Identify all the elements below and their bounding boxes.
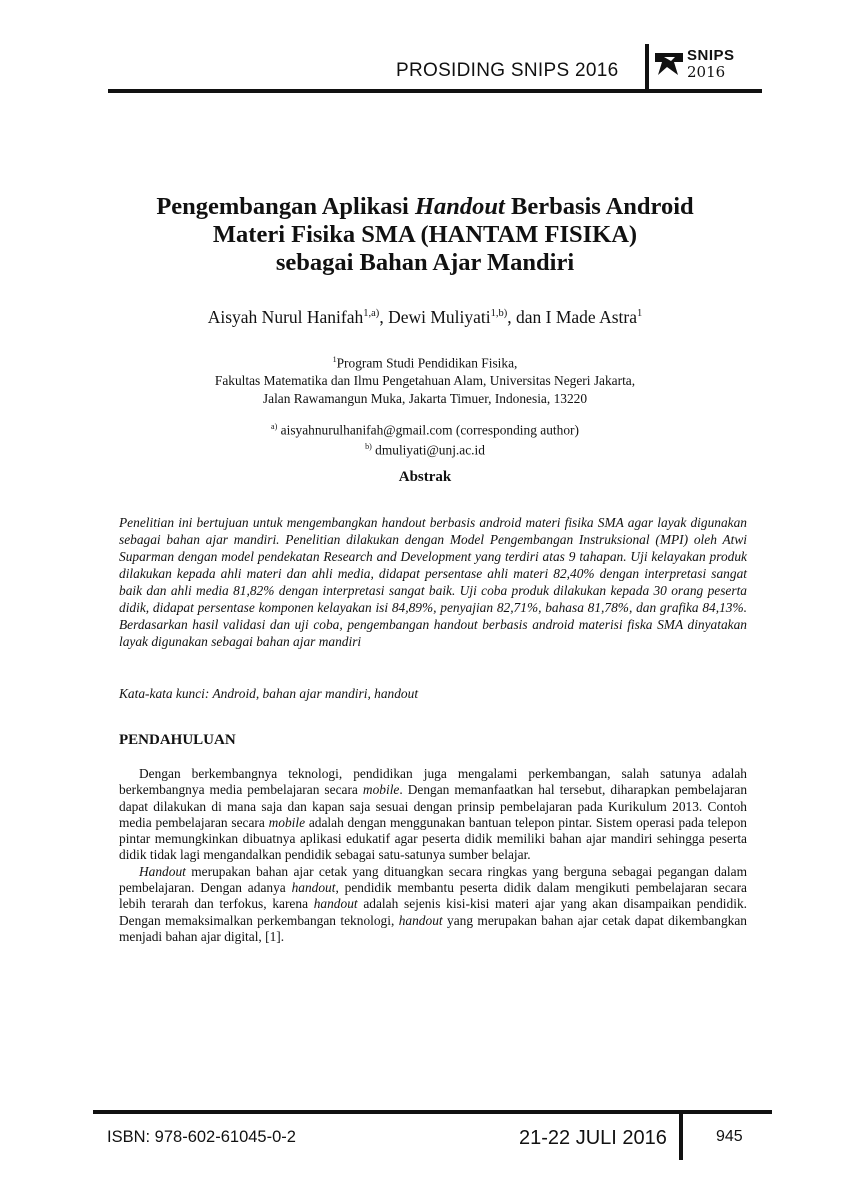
abstract-text: Penelitian ini bertujuan untuk mengembangkan handout berbasis android materi fisika SMA agar layak digunakan sebagai bahan ajar mandiri. Penelitian dilakukan dengan Model Pengembangan Instruksional (MPI) oleh Atwi Suparman dengan model pendekatan Research and Development yang terdiri atas 9 tahapan. Uji kelayakan produk dilakukan kepada ahli materi dan ahli media, didapat persentase ahli materi 82,40% dengan interpretasi sangat baik dan ahli media 81,82% dengan interpretasi sangat baik. Uji coba produk dilakukan kepada 30 orang peserta didik, didapat persentase komponen kelayakan isi 84,89%, penyajian 82,71%, bahasa 81,78%, dan grafika 84,13%. Berdasarkan hasil validasi dan uji coba, pengembangan handout berbasis android materisi fiska SMA dinyatakan layak digunakan sebagai bahan ajar mandiri: [119, 515, 747, 649]
title-italic: Handout: [415, 193, 505, 220]
author-list: Aisyah Nurul Hanifah$^{1,a)}$, Dewi Muliyati$^{1,b)}$, dan I Made Astra$^1$: [207, 307, 643, 327]
title-line-2: Materi Fisika SMA (HANTAM FISIKA): [212, 221, 638, 248]
affiliation: $^1$Program Studi Pendidikan Fisika, Fakultas Matematika dan Ilmu Pengetahuan Alam, Universitas Negeri Jakarta, Jalan Rawamangun Muka, Jakarta Timuer, Indonesia, 13220: [214, 355, 636, 407]
author-3: , dan I Made Astra: [507, 307, 638, 327]
email-secondary: dmuliyati@unj.ac.id: [375, 442, 485, 458]
author-1: Aisyah Nurul Hanifah: [207, 307, 364, 327]
page-number: 945: [716, 1128, 743, 1145]
snips-logo: [654, 47, 746, 83]
abstract-heading: Abstrak: [398, 469, 452, 485]
logo-year: 2016: [687, 63, 726, 81]
header-rule: [108, 89, 762, 93]
isbn: ISBN: 978-602-61045-0-2: [107, 1128, 296, 1146]
email-corresponding: aisyahnurulhanifah@gmail.com (corresponding author): [280, 422, 579, 438]
snips-logo-icon: [654, 49, 684, 79]
header-divider: [645, 44, 649, 93]
keywords: Kata-kata kunci: Android, bahan ajar mandiri, handout: [119, 686, 419, 701]
footer-rule: [93, 1110, 772, 1114]
footer-divider: [679, 1110, 683, 1160]
paragraph-2: Handout merupakan bahan ajar cetak yang dituangkan secara ringkas yang berguna sebagai pegangan dalam pembelajaran. Dengan adanya handout, pendidik membantu peserta didik dalam mengikuti pembelajaran secara lebih terarah dan terfokus, karena handout adalah sejenis kisi-kisi materi ajar yang akan disampaikan pendidik. Dengan memaksimalkan perkembangan teknologi, handout yang merupakan bahan ajar cetak dapat dikembangkan menjadi bahan ajar digital, [1].: [119, 863, 747, 944]
paragraph-1: Dengan berkembangnya teknologi, pendidikan juga mengalami perkembangan, salah satunya adalah berkembangnya media pembelajaran secara mobile. Dengan memanfaatkan hal tersebut, diharapkan pembelajaran dapat dilakukan di mana saja dan kapan saja sesuai dengan prinsip pembelajaran pada Kurikulum 2013. Contoh media pembelajaran secara mobile adalah dengan menggunakan bantuan telepon pintar. Sistem operasi pada telepon pintar memungkinkan dibuatnya aplikasi edukatif agar peserta didik memiliki bahan ajar mandiri sehingga peserta didik tidak lagi mengandalkan pendidik sebagai satu-satunya sumber belajar.: [119, 766, 748, 863]
section-heading: PENDAHULUAN: [119, 732, 236, 748]
title-line-3: sebagai Bahan Ajar Mandiri: [275, 249, 575, 276]
section-body: [119, 766, 747, 945]
running-header: PROSIDING SNIPS 2016: [396, 60, 619, 81]
paper-title: Pengembangan Aplikasi Handout Berbasis Android Materi Fisika SMA (HANTAM FISIKA) sebagai Bahan Ajar Mandiri: [110, 193, 740, 277]
logo-name: SNIPS: [687, 47, 735, 64]
author-2: , Dewi Muliyati: [379, 307, 491, 327]
conference-date: 21-22 JULI 2016: [519, 1127, 667, 1149]
author-emails: $^{a)}$ aisyahnurulhanifah@gmail.com (corresponding author) $^{b)}$ dmuliyati@unj.ac.id: [271, 422, 579, 458]
